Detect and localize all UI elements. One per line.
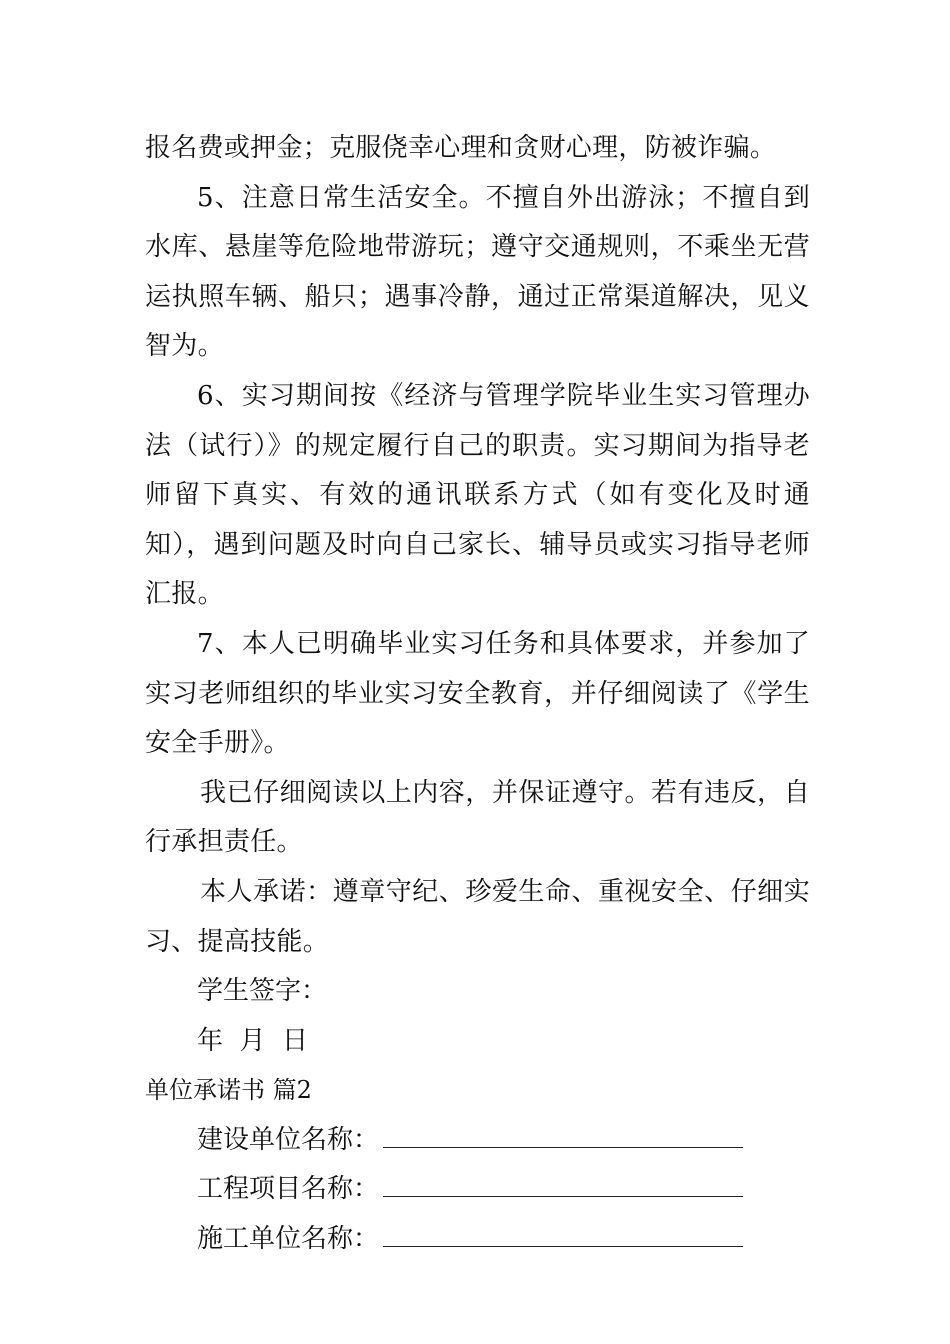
paragraph-read-confirmation: 我已仔细阅读以上内容，并保证遵守。若有违反，自行承担责任。 bbox=[145, 777, 810, 858]
section-heading: 单位承诺书 篇2 bbox=[145, 1076, 312, 1105]
date-label: 年 月 日 bbox=[197, 1025, 309, 1056]
paragraph-item-6: 6、实习期间按《经济与管理学院毕业生实习管理办法（试行）》的规定履行自己的职责。实习期间为指导老师留下真实、有效的通讯联系方式（如有变化及时通知），遇到问题及时向自己家长、辅导员或实习指导老师汇报。 bbox=[145, 380, 810, 610]
paragraph-promise: 本人承诺：遵章守纪、珍爱生命、重视安全、仔细实习、提高技能。 bbox=[145, 876, 810, 957]
blank-line bbox=[383, 1218, 743, 1247]
paragraph-item-5: 5、注意日常生活安全。不擅自外出游泳；不擅自到水库、悬崖等危险地带游玩；遵守交通规则，不乘坐无营运执照车辆、船只；遇事冷静，通过正常渠道解决，见义智为。 bbox=[145, 182, 810, 362]
paragraph-continuation: 报名费或押金；克服侥幸心理和贪财心理，防被诈骗。 bbox=[145, 133, 777, 163]
field-project-name bbox=[145, 1165, 810, 1215]
field-label: 施工单位名称： bbox=[197, 1224, 380, 1255]
blank-line bbox=[383, 1119, 743, 1148]
signature-label: 学生签字： bbox=[197, 976, 328, 1007]
field-contractor-unit bbox=[145, 1215, 810, 1265]
document-page bbox=[145, 124, 810, 1265]
paragraph-item-7: 7、本人已明确毕业实习任务和具体要求，并参加了实习老师组织的毕业实习安全教育，并仔细阅读了《学生安全手册》。 bbox=[145, 628, 810, 759]
field-construction-unit bbox=[145, 1116, 810, 1166]
field-label: 建设单位名称： bbox=[197, 1124, 380, 1155]
blank-line bbox=[383, 1168, 743, 1197]
field-label: 工程项目名称： bbox=[197, 1174, 380, 1205]
